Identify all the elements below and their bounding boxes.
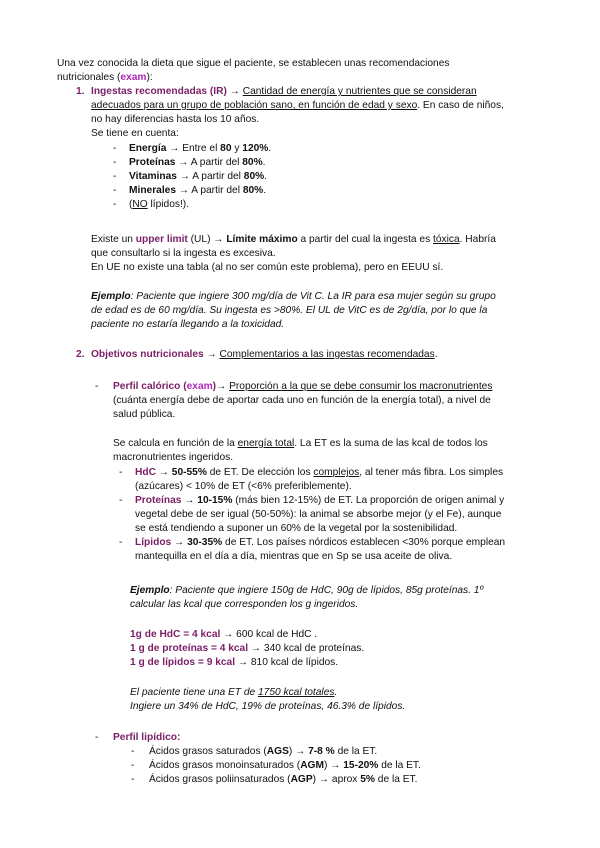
exam-tag: exam xyxy=(120,72,147,84)
section-1-line-3: no hay diferencias hasta los 10 años. xyxy=(91,114,260,126)
perfil-lipidico-title: Perfil lipídico: xyxy=(113,732,181,743)
section-2-number: 2. xyxy=(76,349,85,360)
perfil-calorico-line-3: salud pública. xyxy=(113,409,176,421)
ul-line-2: que consultarlo si la ingesta es excesiva. xyxy=(91,248,276,260)
example-1-line-3: paciente no estaría llegando a la toxicidad. xyxy=(91,319,285,331)
example-1 xyxy=(91,290,561,332)
calc-proteinas: 1 g de proteínas = 4 kcal → 340 kcal de proteínas. xyxy=(130,643,365,655)
result-line-1: El paciente tiene una ET de 1750 kcal totales. xyxy=(130,687,338,698)
list-item: - (NO lípidos!). xyxy=(113,199,190,211)
list-item: - Proteínas → A partir del 80%. xyxy=(113,157,266,169)
fatty-acid-list xyxy=(131,745,551,787)
calc-hdc: 1g de HdC = 4 kcal → 600 kcal de HdC . xyxy=(130,629,318,640)
perfil-calorico-dash: - xyxy=(95,381,99,392)
intro xyxy=(57,57,449,85)
result-line-2: Ingiere un 34% de HdC, 19% de proteínas, 46.3% de lípidos. xyxy=(130,701,406,713)
list-item: - Ácidos grasos monoinsaturados (AGM) → 15-20% de la ET. xyxy=(131,760,421,772)
section-2-title-line: Objetivos nutricionales → Complementarios a las ingestas recomendadas. xyxy=(91,349,438,360)
list-item: - HdC → 50-55% de ET. De elección los complejos, al tener más fibra. Los simples (azúcares) < 10% de ET (<6% preferiblemente). xyxy=(119,467,504,493)
ir-bullet-list xyxy=(113,142,271,212)
section-1-line-2: adecuados para un grupo de población sano, en función de edad y sexo. En caso de niños, xyxy=(91,100,504,112)
upper-limit-paragraph xyxy=(91,233,561,275)
macronutrient-list xyxy=(119,466,549,565)
section-1-consider: Se tiene en cuenta: xyxy=(91,128,179,140)
example-2 xyxy=(130,584,550,612)
list-item: - Lípidos → 30-35% de ET. Los países nórdicos establecen <30% porque emplean mantequilla en el día a día, mientras que en Sp se usa aceite de oliva. xyxy=(119,537,506,563)
list-item: - Ácidos grasos poliinsaturados (AGP) → aprox 5% de la ET. xyxy=(131,774,418,786)
intro-line-1: Una vez conocida la dieta que sigue el paciente, se establecen unas recomendaciones xyxy=(57,58,450,69)
section-2-heading xyxy=(91,348,561,362)
example-2-line-1: Ejemplo: Paciente que ingiere 150g de HdC, 90g de lípidos, 85g proteínas. 1º xyxy=(130,585,484,596)
list-item: - Proteínas → 10-15% (más bien 12-15%) de ET. La proporción de origen animal y vegetal debe de ser igual (50-50%): la animal se absorbe mejor (y el Fe), aunque se está tendiendo a suponer un 60% de la vegetal por la sostenibilidad. xyxy=(119,495,505,535)
list-item: - Ácidos grasos saturados (AGS) → 7-8 % de la ET. xyxy=(131,746,378,757)
ul-line-1: Existe un upper limit (UL) → Límite máximo a partir del cual la ingesta es tóxica. Habría xyxy=(91,234,496,245)
perfil-calorico-title-line: Perfil calórico (exam)→ Proporción a la que se debe consumir los macronutrientes xyxy=(113,381,493,392)
calc-lipidos: 1 g de lípidos = 9 kcal → 810 kcal de lípidos. xyxy=(130,657,339,669)
intro-line-2: nutricionales (exam): xyxy=(57,72,153,84)
kcal-calculations xyxy=(130,628,550,670)
section-1-number: 1. xyxy=(76,86,85,97)
perfil-lipidico-dash: - xyxy=(95,732,99,743)
section-1-heading: Ingestas recomendadas (IR) → Cantidad de energía y nutrientes que se consideran xyxy=(91,86,477,97)
et-line-2: macronutrientes ingeridos. xyxy=(113,452,234,464)
example-1-line-1: Ejemplo: Paciente que ingiere 300 mg/día de Vit C. La IR para esa mujer según su grupo xyxy=(91,291,496,302)
example-1-line-2: de edad es de 60 mg/día. Su ingesta es >80%. El UL de VitC es de 2g/día, por lo que la xyxy=(91,305,488,317)
example-2-line-2: calcular las kcal que corresponden los g ingeridos. xyxy=(130,599,359,611)
list-item: - Energía → Entre el 80 y 120%. xyxy=(113,143,272,154)
energia-total-paragraph xyxy=(113,437,563,465)
section-1 xyxy=(91,85,561,141)
list-item: - Minerales → A partir del 80%. xyxy=(113,185,267,197)
perfil-calorico-line-2: (cuánta energía debe de aportar cada uno en función de la energía total), a nivel de xyxy=(113,395,491,407)
list-item: - Vitaminas → A partir del 80%. xyxy=(113,171,268,183)
perfil-calorico xyxy=(113,380,563,422)
ul-line-3: En UE no existe una tabla (al no ser común este problema), pero en EEUU sí. xyxy=(91,262,444,274)
example-2-result xyxy=(130,686,550,714)
et-line-1: Se calcula en función de la energía total. La ET es la suma de las kcal de todos los xyxy=(113,438,488,449)
